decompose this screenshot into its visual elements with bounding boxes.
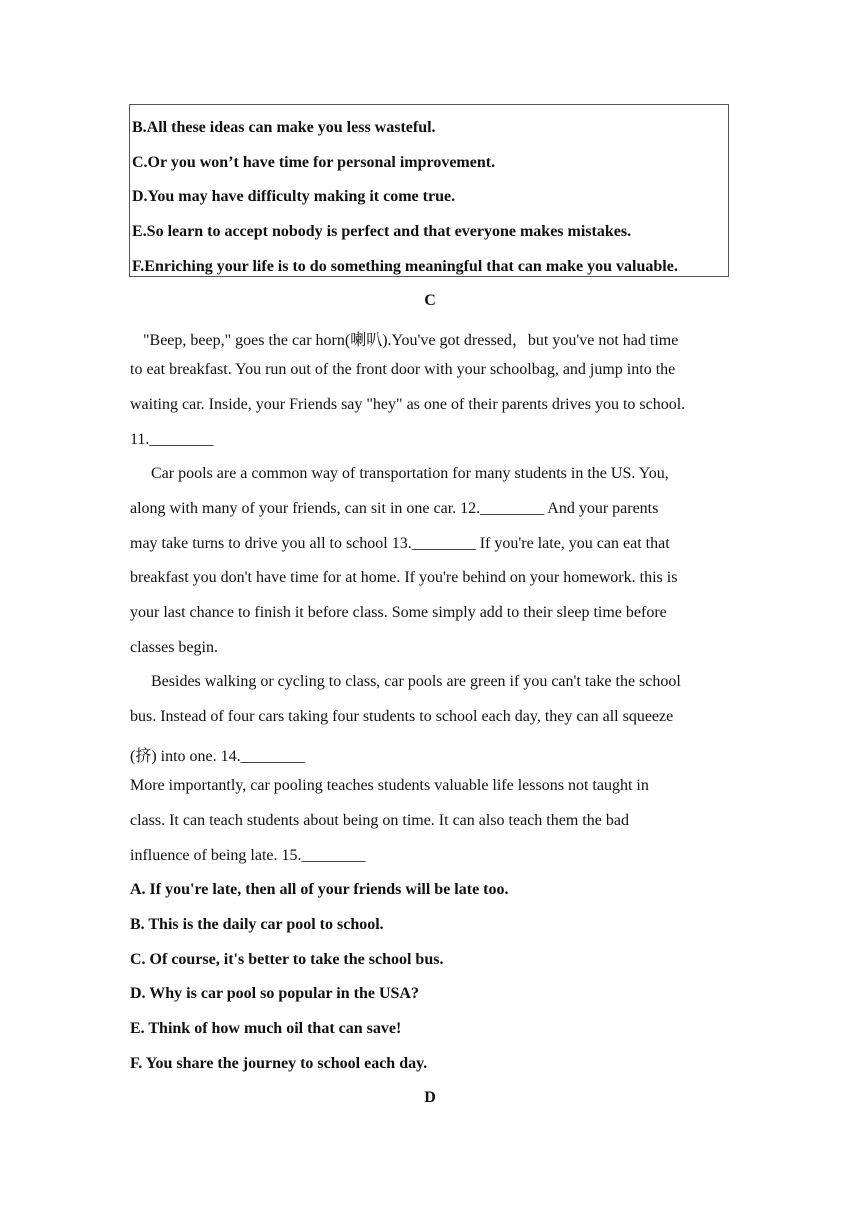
option-c: C. Of course, it's better to take the school bus. (130, 951, 444, 968)
passage-line: influence of being late. 15.________ (130, 847, 366, 864)
box-option-f: F.Enriching your life is to do something meaningful that can make you valuable. (132, 258, 678, 275)
passage-line: Besides walking or cycling to class, car pools are green if you can't take the school (151, 673, 681, 690)
section-d-heading: D (424, 1089, 436, 1106)
passage-line: Car pools are a common way of transportation for many students in the US. You, (151, 465, 669, 482)
option-e: E. Think of how much oil that can save! (130, 1020, 402, 1037)
section-c-heading: C (424, 292, 436, 309)
option-b: B. This is the daily car pool to school. (130, 916, 384, 933)
box-option-b: B.All these ideas can make you less wasteful. (132, 119, 436, 136)
passage-line: may take turns to drive you all to school 13.________ If you're late, you can eat that (130, 535, 670, 552)
passage-line: (挤) into one. 14.________ (130, 748, 305, 765)
option-d: D. Why is car pool so popular in the USA? (130, 985, 419, 1002)
box-option-e: E.So learn to accept nobody is perfect and that everyone makes mistakes. (132, 223, 632, 240)
box-option-d: D.You may have difficulty making it come true. (132, 188, 456, 205)
passage-line: your last chance to finish it before class. Some simply add to their sleep time before (130, 604, 667, 621)
passage-line: class. It can teach students about being on time. It can also teach them the bad (130, 812, 629, 829)
passage-line: to eat breakfast. You run out of the front door with your schoolbag, and jump into the (130, 361, 676, 378)
passage-line: classes begin. (130, 639, 218, 656)
passage-line: along with many of your friends, can sit in one car. 12.________ And your parents (130, 500, 659, 517)
blank-11: 11.________ (130, 431, 214, 448)
box-option-c: C.Or you won’t have time for personal improvement. (132, 154, 496, 171)
options-box (129, 104, 729, 277)
passage-line: bus. Instead of four cars taking four students to school each day, they can all squeeze (130, 708, 674, 725)
option-f: F. You share the journey to school each day. (130, 1055, 428, 1072)
passage-line: waiting car. Inside, your Friends say "hey" as one of their parents drives you to school. (130, 396, 686, 413)
passage-line: breakfast you don't have time for at home. If you're behind on your homework. this is (130, 569, 678, 586)
passage-line: "Beep, beep," goes the car horn(喇叭).You've got dressed，but you've not had time (143, 332, 679, 349)
passage-line: More importantly, car pooling teaches students valuable life lessons not taught in (130, 777, 649, 794)
option-a: A. If you're late, then all of your friends will be late too. (130, 881, 509, 898)
